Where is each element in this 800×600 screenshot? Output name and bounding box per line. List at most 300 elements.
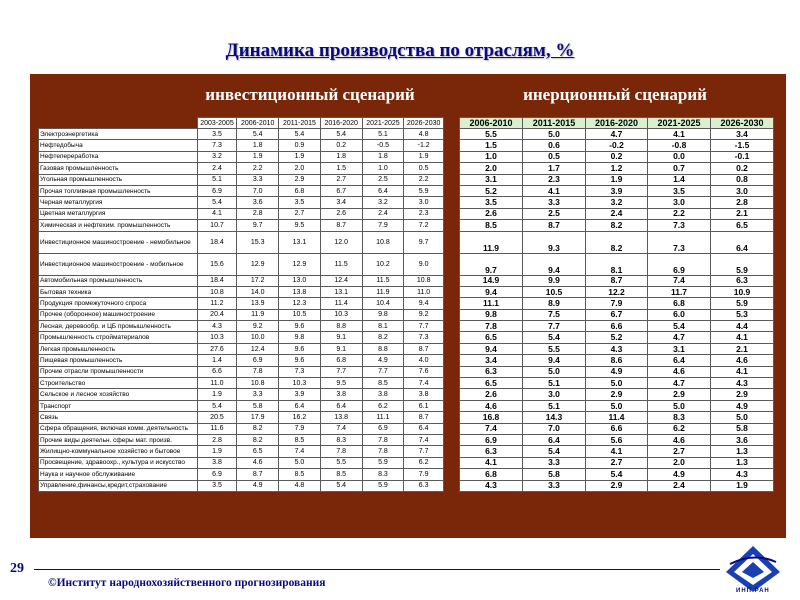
table-row	[460, 378, 774, 389]
inertial-value: 5.0	[523, 366, 586, 377]
inertial-value: 11.9	[460, 231, 523, 253]
industry-name: Химическая и нефтехим. промышленность	[39, 220, 198, 231]
industry-name: Угольная промышленность	[39, 174, 198, 185]
inertial-value: 2.7	[586, 457, 648, 468]
inertial-value: 5.4	[648, 321, 711, 332]
investment-value: 8.1	[362, 321, 404, 332]
industry-name: Газовая промышленность	[39, 163, 198, 174]
investment-value: 1.9	[197, 389, 237, 400]
inertial-value: 5.9	[711, 298, 774, 309]
investment-value: 18.4	[197, 231, 237, 253]
investment-value: 4.6	[237, 457, 279, 468]
inertial-value: 0.2	[586, 151, 648, 162]
inertial-value: 2.9	[711, 389, 774, 400]
inertial-scenario-label: инерционный сценарий	[523, 85, 707, 104]
investment-value: 9.2	[237, 321, 279, 332]
investment-value: 9.8	[362, 309, 404, 320]
investment-value: 10.2	[362, 253, 404, 275]
inertial-value: 5.1	[523, 400, 586, 411]
inertial-value: 8.7	[523, 220, 586, 231]
investment-value: 11.9	[237, 309, 279, 320]
industry-name: Лесная, деревообр. и ЦБ промышленность	[39, 321, 198, 332]
inertial-value: 8.2	[586, 231, 648, 253]
inertial-value: 5.2	[586, 332, 648, 343]
inertial-value: 0.7	[648, 163, 711, 174]
industry-name: Промышленность стройматериалов	[39, 332, 198, 343]
investment-value: 3.9	[279, 389, 321, 400]
table-row	[39, 400, 444, 411]
investment-value: 7.8	[362, 434, 404, 445]
table-row	[39, 129, 444, 140]
investment-value: 5.9	[362, 457, 404, 468]
industry-name: Прочая топливная промышленность	[39, 185, 198, 196]
inertial-value: 4.6	[460, 400, 523, 411]
inertial-value: 6.4	[648, 355, 711, 366]
investment-value: 2.4	[197, 163, 237, 174]
table-row	[460, 220, 774, 231]
investment-value: 8.7	[404, 343, 444, 354]
table-row	[39, 163, 444, 174]
period-header: 2016-2020	[586, 118, 648, 129]
inertial-value: -0.8	[648, 140, 711, 151]
inertial-value: 4.3	[460, 480, 523, 491]
investment-value: 9.1	[320, 332, 362, 343]
investment-value: 8.7	[404, 412, 444, 423]
investment-value: 11.2	[197, 298, 237, 309]
inertial-value: 2.7	[648, 446, 711, 457]
investment-value: 5.4	[197, 197, 237, 208]
investment-value: 1.4	[197, 355, 237, 366]
period-header: 2021-2025	[648, 118, 711, 129]
inertial-value: 4.1	[648, 129, 711, 140]
investment-value: 7.9	[362, 220, 404, 231]
investment-value: 15.3	[237, 231, 279, 253]
investment-value: 3.8	[404, 389, 444, 400]
investment-value: 9.7	[404, 231, 444, 253]
investment-value: 7.8	[320, 446, 362, 457]
investment-value: 13.0	[279, 275, 321, 286]
inertial-value: 0.8	[711, 174, 774, 185]
investment-value: 7.7	[404, 446, 444, 457]
investment-value: 11.1	[362, 412, 404, 423]
inertial-value: 3.3	[523, 197, 586, 208]
table-row	[39, 140, 444, 151]
investment-value: 6.9	[362, 423, 404, 434]
table-row	[39, 298, 444, 309]
inertial-value: 5.8	[711, 423, 774, 434]
investment-value: 7.6	[404, 366, 444, 377]
table-row	[460, 140, 774, 151]
inertial-value: 5.3	[711, 309, 774, 320]
investment-value: 5.4	[237, 129, 279, 140]
inertial-value: 9.7	[460, 253, 523, 275]
industry-name: Связь	[39, 412, 198, 423]
investment-value: 9.5	[279, 220, 321, 231]
inertial-value: -0.1	[711, 151, 774, 162]
inertial-value: 4.3	[711, 378, 774, 389]
table-row	[39, 151, 444, 162]
inertial-value: 0.0	[648, 151, 711, 162]
investment-value: 11.5	[362, 275, 404, 286]
inertial-value: 4.6	[648, 366, 711, 377]
table-row	[39, 412, 444, 423]
inertial-value: 4.1	[460, 457, 523, 468]
investment-value: 6.8	[320, 355, 362, 366]
investment-value: 10.4	[362, 298, 404, 309]
investment-value: 20.4	[197, 309, 237, 320]
table-row	[460, 185, 774, 196]
investment-value: 4.8	[404, 129, 444, 140]
investment-value: 10.5	[279, 309, 321, 320]
inertial-value: 9.9	[523, 275, 586, 286]
investment-value: 5.9	[404, 185, 444, 196]
inertial-value: 6.3	[460, 446, 523, 457]
inertial-value: 6.6	[586, 423, 648, 434]
inertial-value: 10.5	[523, 286, 586, 297]
investment-value: 9.0	[404, 253, 444, 275]
investment-value: 4.0	[404, 355, 444, 366]
inertial-value: 1.2	[586, 163, 648, 174]
inertial-value: 9.3	[523, 231, 586, 253]
inertial-value: 9.8	[460, 309, 523, 320]
table-row	[460, 355, 774, 366]
industry-name: Нефтепереработка	[39, 151, 198, 162]
inertial-value: 5.5	[523, 343, 586, 354]
investment-value: 7.7	[320, 366, 362, 377]
investment-value: 3.5	[279, 197, 321, 208]
table-row	[39, 343, 444, 354]
inertial-value: 3.1	[460, 174, 523, 185]
table-row	[460, 434, 774, 445]
inertial-value: 7.3	[648, 231, 711, 253]
period-header: 2026-2030	[404, 118, 444, 129]
investment-value: 13.9	[237, 298, 279, 309]
investment-value: 6.4	[279, 400, 321, 411]
inertial-value: 1.4	[648, 174, 711, 185]
inertial-value: 3.0	[648, 197, 711, 208]
industry-name: Нефтедобыча	[39, 140, 198, 151]
investment-value: 3.8	[362, 389, 404, 400]
table-row	[460, 309, 774, 320]
investment-value: 12.4	[237, 343, 279, 354]
inertial-value: 14.9	[460, 275, 523, 286]
investment-value: 2.8	[237, 208, 279, 219]
investment-value: 5.4	[279, 129, 321, 140]
investment-value: 8.7	[237, 469, 279, 480]
inertial-value: 11.4	[586, 412, 648, 423]
inertial-value: 9.4	[523, 253, 586, 275]
inertial-value: 6.8	[648, 298, 711, 309]
investment-value: 12.9	[279, 253, 321, 275]
table-row	[460, 469, 774, 480]
investment-value: 2.2	[237, 163, 279, 174]
industry-name: Цветная металлургия	[39, 208, 198, 219]
investment-value: 12.0	[320, 231, 362, 253]
table-row	[39, 366, 444, 377]
investment-value: 11.9	[362, 286, 404, 297]
table-row	[39, 185, 444, 196]
investment-value: 6.9	[197, 185, 237, 196]
inertial-value: 2.9	[648, 389, 711, 400]
investment-value: 2.7	[279, 208, 321, 219]
investment-value: 8.3	[320, 434, 362, 445]
inertial-value: 4.4	[711, 321, 774, 332]
footer-divider	[34, 569, 720, 570]
inertial-value: 8.3	[648, 412, 711, 423]
investment-value: -1.2	[404, 140, 444, 151]
investment-value: 3.3	[237, 389, 279, 400]
investment-value: 17.9	[237, 412, 279, 423]
inertial-value: -1.5	[711, 140, 774, 151]
investment-value: 3.8	[197, 457, 237, 468]
inertial-value: 7.7	[523, 321, 586, 332]
investment-value: 6.9	[237, 355, 279, 366]
table-row	[460, 275, 774, 286]
investment-value: 6.4	[404, 423, 444, 434]
inertial-value: 7.3	[648, 220, 711, 231]
inertial-value: 5.5	[460, 129, 523, 140]
investment-value: 8.5	[320, 469, 362, 480]
investment-value: 6.8	[279, 185, 321, 196]
inertial-value: 6.3	[460, 366, 523, 377]
investment-value: 7.9	[404, 469, 444, 480]
inertial-value: 6.3	[711, 275, 774, 286]
inertial-value: 3.0	[523, 389, 586, 400]
inertial-value: 2.0	[648, 457, 711, 468]
table-row	[39, 423, 444, 434]
inertial-value: 6.4	[523, 434, 586, 445]
period-header: 2003-2005	[197, 118, 237, 129]
inertial-value: -0.2	[586, 140, 648, 151]
inertial-value: 4.7	[648, 378, 711, 389]
investment-value: 12.4	[320, 275, 362, 286]
inertial-value: 8.1	[586, 253, 648, 275]
table-row	[460, 208, 774, 219]
inertial-value: 2.0	[460, 163, 523, 174]
table-row	[460, 253, 774, 275]
investment-header-row	[39, 118, 444, 129]
inertial-value: 6.4	[711, 231, 774, 253]
inertial-value: 3.1	[648, 343, 711, 354]
inertial-value: 3.6	[711, 434, 774, 445]
inertial-value: 7.5	[523, 309, 586, 320]
inertial-value: 2.9	[586, 389, 648, 400]
investment-value: 13.1	[320, 286, 362, 297]
investment-value: 2.7	[320, 174, 362, 185]
investment-value: 8.7	[320, 220, 362, 231]
table-row	[39, 389, 444, 400]
investment-value: 8.2	[362, 332, 404, 343]
table-row	[460, 412, 774, 423]
investment-value: 5.5	[320, 457, 362, 468]
investment-value: 5.1	[197, 174, 237, 185]
industry-name: Управление,финансы,кредит,страхование	[39, 480, 198, 491]
industry-name: Пищевая промышленность	[39, 355, 198, 366]
industry-name: Сфера обращения, включая комм. деятельность	[39, 423, 198, 434]
table-row	[39, 457, 444, 468]
investment-value: 15.6	[197, 253, 237, 275]
inertial-value: 5.4	[523, 446, 586, 457]
industry-name: Электроэнергетика	[39, 129, 198, 140]
inertial-value: 4.3	[586, 343, 648, 354]
investment-value: 9.7	[237, 220, 279, 231]
investment-value: 7.3	[404, 332, 444, 343]
table-row	[460, 480, 774, 491]
investment-value: 8.8	[362, 343, 404, 354]
investment-value: 11.0	[197, 378, 237, 389]
investment-value: 3.6	[237, 197, 279, 208]
investment-value: 1.9	[404, 151, 444, 162]
investment-value: 7.7	[362, 366, 404, 377]
inertial-value: 8.7	[586, 275, 648, 286]
inertial-value: 16.8	[460, 412, 523, 423]
investment-value: 5.4	[320, 129, 362, 140]
industry-name: Прочие виды деятельн. сферы мат. произв.	[39, 434, 198, 445]
header-blank-cell	[39, 118, 198, 129]
table-row	[460, 332, 774, 343]
investment-value: -0.5	[362, 140, 404, 151]
investment-value: 8.5	[279, 434, 321, 445]
inertial-value: 7.4	[648, 275, 711, 286]
investment-value: 11.4	[320, 298, 362, 309]
investment-value: 4.9	[237, 480, 279, 491]
investment-value: 3.5	[197, 129, 237, 140]
inertial-value: 1.3	[711, 446, 774, 457]
table-row	[460, 231, 774, 253]
investment-value: 1.8	[320, 151, 362, 162]
industry-name: Инвестиционное машиностроение - мобильное	[39, 253, 198, 275]
investment-value: 1.0	[362, 163, 404, 174]
table-row	[39, 174, 444, 185]
investment-value: 7.4	[320, 423, 362, 434]
investment-value: 6.3	[404, 480, 444, 491]
inertial-value: 14.3	[523, 412, 586, 423]
table-row	[460, 457, 774, 468]
investment-value: 8.2	[237, 423, 279, 434]
inertial-value: 4.7	[586, 129, 648, 140]
industry-name: Наука и научное обслуживание	[39, 469, 198, 480]
industry-name: Черная металлургия	[39, 197, 198, 208]
inertial-value: 6.6	[586, 321, 648, 332]
industry-name: Просвещение, здравоохр., культура и искусство	[39, 457, 198, 468]
industry-name: Строительство	[39, 378, 198, 389]
investment-value: 1.9	[237, 151, 279, 162]
inertial-value: 0.2	[711, 163, 774, 174]
inertial-value: 4.1	[523, 185, 586, 196]
inertial-value: 2.6	[460, 208, 523, 219]
period-header: 2021-2025	[362, 118, 404, 129]
inertial-value: 7.8	[460, 321, 523, 332]
investment-value: 8.5	[279, 469, 321, 480]
inertial-scenario-table	[459, 117, 774, 492]
investment-value: 3.8	[320, 389, 362, 400]
table-row	[460, 366, 774, 377]
investment-value: 3.5	[197, 480, 237, 491]
inertial-value: 5.1	[523, 378, 586, 389]
investment-value: 1.8	[362, 151, 404, 162]
inertial-value: 5.0	[586, 378, 648, 389]
investment-value: 5.8	[237, 400, 279, 411]
investment-value: 17.2	[237, 275, 279, 286]
inertial-value: 7.9	[586, 298, 648, 309]
inertial-value: 10.9	[711, 286, 774, 297]
investment-value: 13.8	[279, 286, 321, 297]
investment-value: 2.6	[320, 208, 362, 219]
table-row	[39, 253, 444, 275]
industry-name: Инвестиционное машиностроение - немобильное	[39, 231, 198, 253]
inertial-value: 4.7	[648, 332, 711, 343]
investment-value: 9.6	[279, 343, 321, 354]
inertial-value: 3.3	[523, 457, 586, 468]
inertial-value: 9.4	[460, 343, 523, 354]
table-row	[39, 434, 444, 445]
inertial-value: 11.1	[460, 298, 523, 309]
investment-value: 0.5	[404, 163, 444, 174]
inertial-value: 6.5	[460, 332, 523, 343]
investment-value: 2.8	[197, 434, 237, 445]
investment-value: 12.3	[279, 298, 321, 309]
inertial-value: 4.9	[648, 469, 711, 480]
table-row	[39, 469, 444, 480]
period-header: 2011-2015	[523, 118, 586, 129]
industry-name: Бытовая техника	[39, 286, 198, 297]
inertial-header-row	[460, 118, 774, 129]
investment-value: 6.2	[404, 457, 444, 468]
investment-value: 9.1	[320, 343, 362, 354]
inertial-value: 2.1	[711, 208, 774, 219]
table-row	[460, 163, 774, 174]
table-row	[39, 332, 444, 343]
investment-value: 5.9	[362, 480, 404, 491]
page-number: 29	[10, 561, 24, 576]
table-row	[39, 208, 444, 219]
inertial-value: 1.0	[460, 151, 523, 162]
inertial-value: 2.8	[711, 197, 774, 208]
investment-value: 6.4	[320, 400, 362, 411]
investment-value: 7.4	[404, 434, 444, 445]
period-header: 2011-2015	[279, 118, 321, 129]
investment-value: 2.3	[404, 208, 444, 219]
table-row	[39, 480, 444, 491]
inertial-value: 5.8	[523, 469, 586, 480]
inertial-value: 5.2	[460, 185, 523, 196]
investment-value: 3.2	[362, 197, 404, 208]
investment-value: 5.4	[320, 480, 362, 491]
investment-value: 2.4	[362, 208, 404, 219]
inertial-value: 2.6	[460, 389, 523, 400]
inertial-value: 3.5	[460, 197, 523, 208]
inertial-value: 4.1	[711, 332, 774, 343]
investment-value: 1.5	[320, 163, 362, 174]
investment-value: 10.8	[362, 231, 404, 253]
investment-scenario-table	[38, 117, 444, 492]
investment-value: 10.3	[279, 378, 321, 389]
inertial-value: 2.4	[586, 208, 648, 219]
investment-value: 8.5	[362, 378, 404, 389]
inertial-value: 0.5	[523, 151, 586, 162]
table-row	[39, 355, 444, 366]
inertial-value: 2.4	[648, 480, 711, 491]
industry-name: Прочие отрасли промышленности	[39, 366, 198, 377]
investment-value: 12.9	[237, 253, 279, 275]
table-row	[39, 220, 444, 231]
investment-value: 9.4	[404, 298, 444, 309]
table-row	[460, 321, 774, 332]
inertial-value: 0.6	[523, 140, 586, 151]
industry-name: Транспорт	[39, 400, 198, 411]
investment-value: 10.8	[404, 275, 444, 286]
investment-value: 10.8	[237, 378, 279, 389]
